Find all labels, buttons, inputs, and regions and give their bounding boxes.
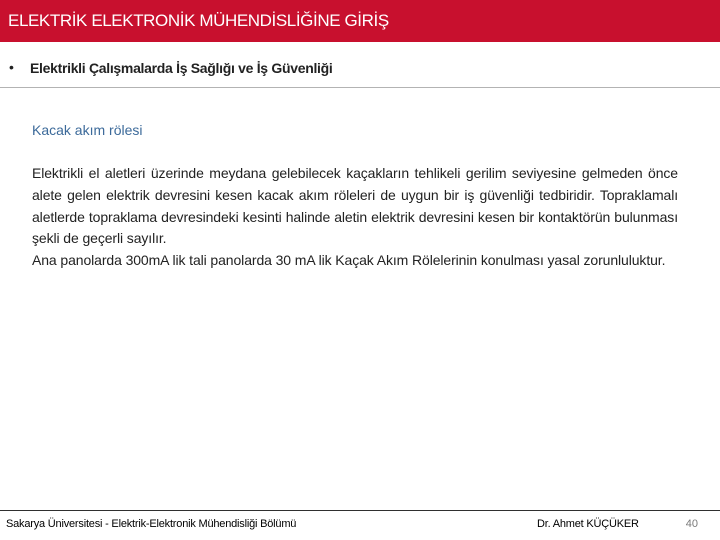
section-heading: Kacak akım rölesi — [32, 122, 143, 138]
body-text — [32, 163, 678, 272]
header-bar — [0, 0, 720, 42]
subtitle-bar — [0, 52, 720, 88]
subtitle-text: Elektrikli Çalışmalarda İş Sağlığı ve İş Güvenliği — [30, 60, 333, 76]
bullet-icon: • — [9, 59, 14, 75]
footer-institution: Sakarya Üniversitesi - Elektrik-Elektronik Mühendisliği Bölümü — [6, 518, 297, 530]
page-title: ELEKTRİK ELEKTRONİK MÜHENDİSLİĞİNE GİRİŞ — [8, 11, 389, 30]
footer-divider — [0, 510, 720, 511]
page-number: 40 — [685, 518, 698, 530]
footer-author: Dr. Ahmet KÜÇÜKER — [537, 518, 639, 530]
paragraph: Ana panolarda 300mA lik tali panolarda 30 mA lik Kaçak Akım Rölelerinin konulması yasal zorunluluktur. — [32, 252, 666, 269]
paragraph: Elektrikli el aletleri üzerinde meydana gelebilecek kaçakların tehlikeli gerilim seviyesine gelmeden önce alete gelen elektrik devresini kesen kacak akım röleleri de uygun bir iş güvenliği tedbiridir. Topraklamalı aletlerde topraklama devresindeki kesinti halinde aletin elektrik devresini kesen bir kontaktörün bulunması şekli de geçerli sayılır. — [32, 165, 678, 247]
